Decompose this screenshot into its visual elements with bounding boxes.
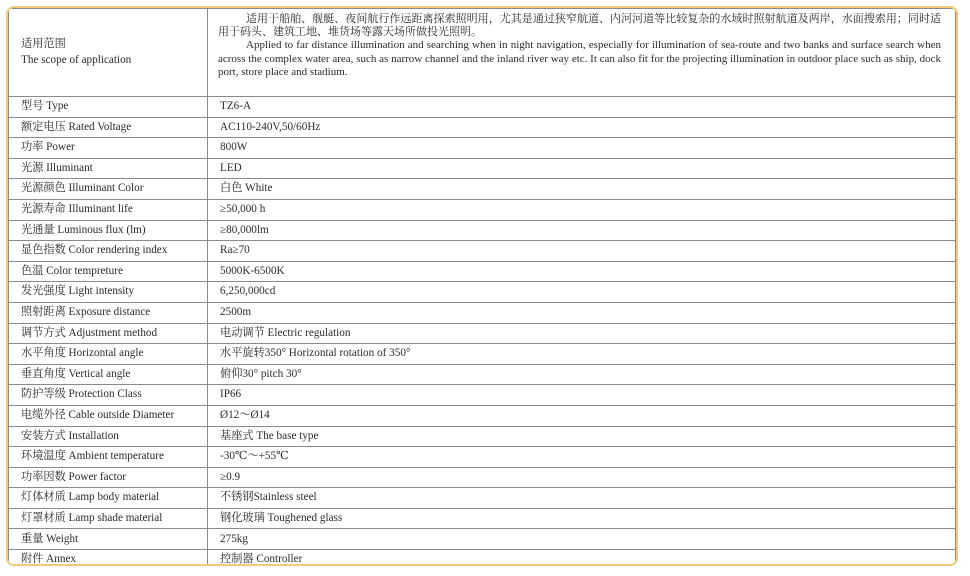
spec-row bbox=[9, 117, 956, 138]
spec-row bbox=[9, 550, 956, 566]
spec-row bbox=[9, 302, 956, 323]
spec-row bbox=[9, 447, 956, 468]
spec-row bbox=[9, 282, 956, 303]
spec-label: 照射距离 Exposure distance bbox=[9, 302, 208, 323]
spec-row bbox=[9, 344, 956, 365]
spec-row bbox=[9, 158, 956, 179]
spec-value: ≥0.9 bbox=[208, 467, 956, 488]
spec-value: 800W bbox=[208, 138, 956, 159]
spec-label: 功率 Power bbox=[9, 138, 208, 159]
spec-table bbox=[8, 8, 956, 566]
spec-value: 275kg bbox=[208, 529, 956, 550]
spec-value: TZ6-A bbox=[208, 97, 956, 118]
spec-value: Ø12～Ø14 bbox=[208, 405, 956, 426]
spec-row bbox=[9, 385, 956, 406]
spec-value: ≥50,000 h bbox=[208, 199, 956, 220]
spec-label: 灯体材质 Lamp body material bbox=[9, 488, 208, 509]
scope-label-en: The scope of application bbox=[21, 53, 132, 66]
spec-label: 调节方式 Adjustment method bbox=[9, 323, 208, 344]
spec-label: 垂直角度 Vertical angle bbox=[9, 364, 208, 385]
spec-row bbox=[9, 220, 956, 241]
spec-value: 电动调节 Electric regulation bbox=[208, 323, 956, 344]
spec-value: AC110-240V,50/60Hz bbox=[208, 117, 956, 138]
spec-row bbox=[9, 199, 956, 220]
scope-label-cell bbox=[9, 9, 208, 97]
spec-value: LED bbox=[208, 158, 956, 179]
spec-label: 发光强度 Light intensity bbox=[9, 282, 208, 303]
scope-text-en: Applied to far distance illumination and searching when in night navigation, especially for illumination of sea-route and two banks and surface search when across the complex water area, such as narrow channel and the inland river way etc. It can also fit for the projecting illumination in outdoor place such as ship, dock port, store place and stadium. bbox=[218, 39, 941, 78]
scope-value-cell bbox=[208, 9, 956, 97]
spec-label: 额定电压 Rated Voltage bbox=[9, 117, 208, 138]
spec-value: 5000K-6500K bbox=[208, 261, 956, 282]
spec-value: 基座式 The base type bbox=[208, 426, 956, 447]
spec-value: ≥80,000lm bbox=[208, 220, 956, 241]
spec-label: 光源 Illuminant bbox=[9, 158, 208, 179]
spec-value: Ra≥70 bbox=[208, 241, 956, 262]
spec-label: 重量 Weight bbox=[9, 529, 208, 550]
spec-value: 不锈钢Stainless steel bbox=[208, 488, 956, 509]
spec-label: 灯罩材质 Lamp shade material bbox=[9, 508, 208, 529]
spec-label: 环境温度 Ambient temperature bbox=[9, 447, 208, 468]
spec-row bbox=[9, 179, 956, 200]
scope-label-cn: 适用范围 bbox=[21, 38, 66, 51]
scope-row bbox=[9, 9, 956, 97]
spec-label: 附件 Annex bbox=[9, 550, 208, 566]
spec-value: 水平旋转350° Horizontal rotation of 350° bbox=[208, 344, 956, 365]
spec-row bbox=[9, 405, 956, 426]
spec-row bbox=[9, 323, 956, 344]
spec-label: 防护等级 Protection Class bbox=[9, 385, 208, 406]
spec-row bbox=[9, 508, 956, 529]
spec-row bbox=[9, 261, 956, 282]
spec-label: 光通量 Luminous flux (lm) bbox=[9, 220, 208, 241]
spec-row bbox=[9, 97, 956, 118]
spec-row bbox=[9, 138, 956, 159]
spec-label: 功率因数 Power factor bbox=[9, 467, 208, 488]
scope-text-cn: 适用于船舶、舰艇、夜间航行作远距离探索照明用，尤其是通过狭窄航道、内河河道等比较复杂的水域时照射航道及两岸，水面搜索用；同时适用于码头、建筑工地、堆货场等露天场所做投光照明。 bbox=[218, 13, 941, 39]
spec-sheet-frame bbox=[6, 6, 958, 566]
spec-label: 型号 Type bbox=[9, 97, 208, 118]
spec-value: 白色 White bbox=[208, 179, 956, 200]
spec-row bbox=[9, 426, 956, 447]
spec-row bbox=[9, 241, 956, 262]
spec-row bbox=[9, 364, 956, 385]
spec-value: 俯仰30° pitch 30° bbox=[208, 364, 956, 385]
spec-label: 光源寿命 Illuminant life bbox=[9, 199, 208, 220]
spec-row bbox=[9, 488, 956, 509]
spec-value: 钢化玻璃 Toughened glass bbox=[208, 508, 956, 529]
spec-value: 2500m bbox=[208, 302, 956, 323]
spec-label: 光源颜色 Illuminant Color bbox=[9, 179, 208, 200]
spec-value: -30℃～+55℃ bbox=[208, 447, 956, 468]
spec-label: 色温 Color tempreture bbox=[9, 261, 208, 282]
spec-value: 控制器 Controller bbox=[208, 550, 956, 566]
spec-label: 显色指数 Color rendering index bbox=[9, 241, 208, 262]
spec-value: IP66 bbox=[208, 385, 956, 406]
spec-row bbox=[9, 467, 956, 488]
spec-label: 安装方式 Installation bbox=[9, 426, 208, 447]
spec-value: 6,250,000cd bbox=[208, 282, 956, 303]
spec-label: 水平角度 Horizontal angle bbox=[9, 344, 208, 365]
spec-label: 电缆外径 Cable outside Diameter bbox=[9, 405, 208, 426]
spec-row bbox=[9, 529, 956, 550]
